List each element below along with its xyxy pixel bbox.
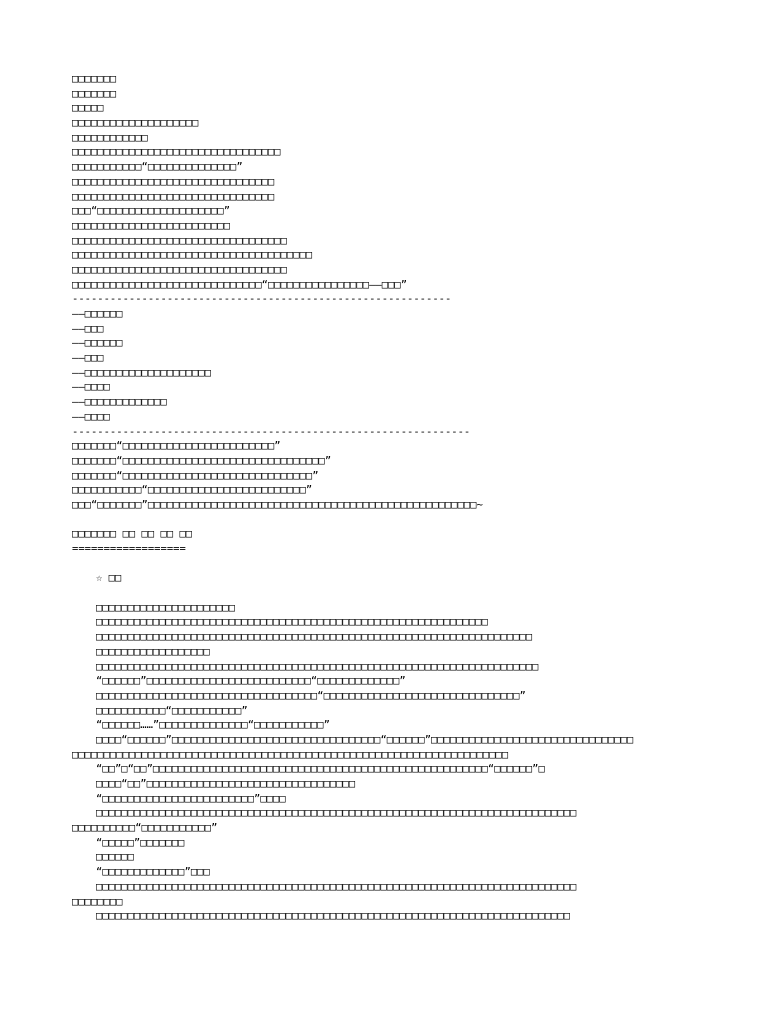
star-heading: ☆ □□ xyxy=(96,572,122,585)
dash-list-item: ——□□□□□□□□□□□□□□□□□□□□ xyxy=(72,366,212,379)
header-line: □□□□□□□□□□□□□□□□□□□□□□□□□□□□□□□□ xyxy=(72,190,275,203)
body-line: □□□□□□□□□□□□□□□□□□□□□□ xyxy=(96,601,236,614)
body-text xyxy=(72,601,712,924)
body-line: “□□”□“□□”□□□□□□□□□□□□□□□□□□□□□□□□□□□□□□□□□□□□□□□□□□□□□□□□□□□□□“□□□□□□”□ xyxy=(96,763,545,776)
header-line: □□□□□□□□□□□□□□□□□□□□□□□□□□□□□□“□□□□□□□□□□□□□□□□——□□□” xyxy=(72,278,408,291)
header-line: □□□□□□□□□□□□□□□□□□□□□□□□□□□□□□□□□ xyxy=(72,146,281,159)
body-line: □□□□□□□□□□□□□□□□□□□□□□□□□□□□□□□□□□□“□□□□□□□□□□□□□□□□□□□□□□□□□□□□□□□” xyxy=(96,689,526,702)
separator-line: --------------------------------------------------------------- xyxy=(72,425,471,438)
body-line: □□□□“□□”□□□□□□□□□□□□□□□□□□□□□□□□□□□□□□□□□ xyxy=(96,778,356,790)
quote-line: □□□“□□□□□□□”□□□□□□□□□□□□□□□□□□□□□□□□□□□□□□□□□□□□□□□□□□□□□□□□□□□□~ xyxy=(72,498,483,511)
separator-line: ------------------------------------------------------------ xyxy=(72,293,452,306)
header-line: □□□“□□□□□□□□□□□□□□□□□□□□” xyxy=(72,205,231,218)
header-line: □□□□□□□ xyxy=(72,87,117,100)
dash-list-item: ——□□□□□□ xyxy=(72,337,123,350)
quote-line: □□□□□□□“□□□□□□□□□□□□□□□□□□□□□□□□□□□□□□□□” xyxy=(72,454,332,467)
header-block xyxy=(72,72,712,292)
dash-list-item: ——□□□□ xyxy=(72,410,110,423)
header-line: □□□□□□□□□□□□□□□□□□□□□□□□□□□□□□□□□□ xyxy=(72,234,287,247)
body-line: □□□□□□□□□□□□□□□□□□ xyxy=(96,645,210,658)
header-line: □□□□□□□□□□□□□□□□□□□□□□□□□ xyxy=(72,219,231,232)
body-line: □□□□□□□□□□□□□□□□□□□□□□□□□□□□□□□□□□□□□□□□□□□□□□□□□□□□□□□□□□□□□□□□□□□□□□□□□□□ xyxy=(96,910,571,923)
body-line: “□□□□□□”□□□□□□□□□□□□□□□□□□□□□□□□□□“□□□□□□□□□□□□□” xyxy=(96,675,406,688)
body-line: “□□□□□□……”□□□□□□□□□□□□□□“□□□□□□□□□□□” xyxy=(96,719,330,732)
body-line: “□□□□□□□□□□□□□”□□□ xyxy=(96,866,210,879)
header-line: □□□□□ xyxy=(72,102,104,115)
quote-line: □□□□□□□“□□□□□□□□□□□□□□□□□□□□□□□□□□□□□□” xyxy=(72,469,319,482)
header-line: □□□□□□□□□□□“□□□□□□□□□□□□□□” xyxy=(72,161,243,174)
body-line: “□□□□□”□□□□□□□ xyxy=(96,836,185,849)
body-line: □□□□□□□□□□□□□□□□□□□□□□□□□□□□□□□□□□□□□□□□□□□□□□□□□□□□□□□□□□□□□□□□□□□□□□□□□□□□ xyxy=(96,807,577,820)
body-line: □□□□□□□□□□□□□□□□□□□□□□□□□□□□□□□□□□□□□□□□□□□□□□□□□□□□□□□□□□□□□□ xyxy=(96,616,488,629)
dash-list-item: ——□□□□□□□□□□□□□ xyxy=(72,396,167,409)
chapter-underline: ================== xyxy=(72,543,186,555)
document-page xyxy=(72,72,712,924)
blank-line xyxy=(72,557,712,572)
header-line: □□□□□□□ xyxy=(72,73,117,85)
body-line: □□□□□□□□□□□□□□□□□□□□□□□□□□□□□□□□□□□□□□□□□□□□□□□□□□□□□□□□□□□□□□□□□□□□□□ xyxy=(96,660,539,673)
header-line: □□□□□□□□□□□□□□□□□□□□□□□□□□□□□□□□□□ xyxy=(72,263,287,276)
body-line: □□□□□□ xyxy=(96,851,134,864)
header-line: □□□□□□□□□□□□□□□□□□□□ xyxy=(72,117,199,130)
dash-list-item: ——□□□□□□ xyxy=(72,308,123,320)
quote-line: □□□□□□□“□□□□□□□□□□□□□□□□□□□□□□□□” xyxy=(72,440,281,453)
header-line: □□□□□□□□□□□□□□□□□□□□□□□□□□□□□□□□□□□□□□ xyxy=(72,249,313,262)
body-line: □□□□“□□□□□□”□□□□□□□□□□□□□□□□□□□□□□□□□□□□□□□□□“□□□□□□”□□□□□□□□□□□□□□□□□□□□□□□□□□□□□□□□ xyxy=(96,733,634,746)
dash-list-item: ——□□□ xyxy=(72,352,104,365)
quote-line: □□□□□□□□□□□“□□□□□□□□□□□□□□□□□□□□□□□□□” xyxy=(72,484,313,497)
dash-list xyxy=(72,307,712,425)
header-line: □□□□□□□□□□□□□□□□□□□□□□□□□□□□□□□□ xyxy=(72,175,275,188)
body-line: □□□□□□□□□□□□□□□□□□□□□□□□□□□□□□□□□□□□□□□□□□□□□□□□□□□□□□□□□□□□□□□□□□□□□□□□□□□□ xyxy=(96,880,577,893)
blank-line xyxy=(72,513,712,528)
body-line: □□□□□□□□□□□“□□□□□□□□□□□” xyxy=(96,704,248,717)
body-line: □□□□□□□□□□□□□□□□□□□□□□□□□□□□□□□□□□□□□□□□□□□□□□□□□□□□□□□□□□□□□□□□□□□□□ xyxy=(96,631,533,644)
body-line: □□□□□□□□□□“□□□□□□□□□□□” xyxy=(72,822,218,835)
body-line: □□□□□□□□ xyxy=(72,895,123,908)
blank-line xyxy=(72,586,712,601)
dash-list-item: ——□□□ xyxy=(72,322,104,335)
dash-list-item: ——□□□□ xyxy=(72,381,110,394)
header-line: □□□□□□□□□□□□ xyxy=(72,131,148,144)
body-line: “□□□□□□□□□□□□□□□□□□□□□□□□”□□□□ xyxy=(96,792,286,805)
body-line: □□□□□□□□□□□□□□□□□□□□□□□□□□□□□□□□□□□□□□□□□□□□□□□□□□□□□□□□□□□□□□□□□□□□□ xyxy=(72,748,509,761)
chapter-title: □□□□□□□ □□ □□ □□ □□ xyxy=(72,528,193,541)
quote-block xyxy=(72,439,712,512)
